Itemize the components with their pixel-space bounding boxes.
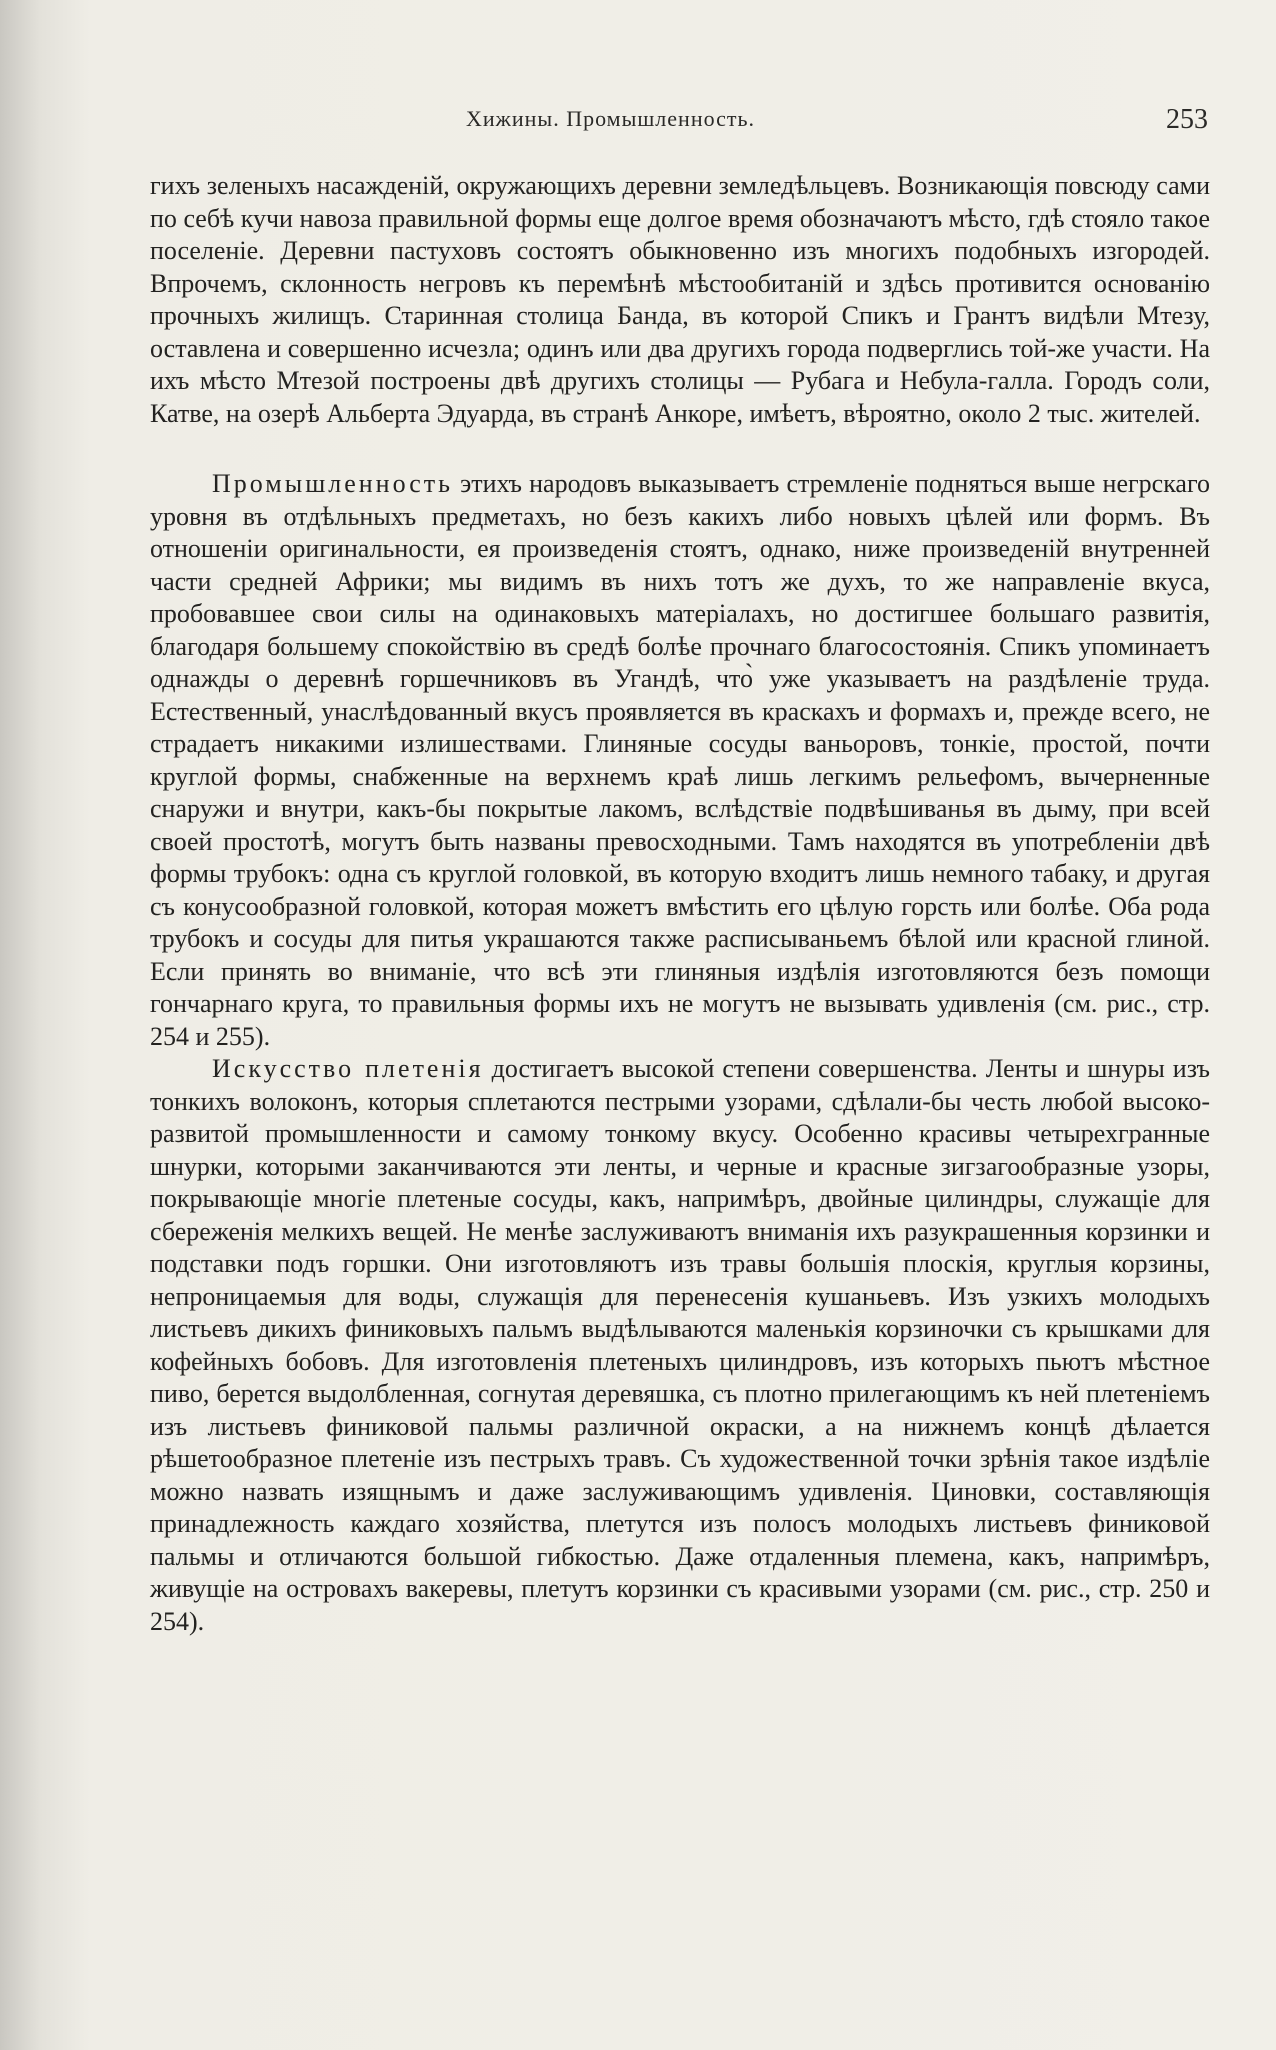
page-number: 253 (1166, 104, 1208, 135)
paragraph-3-text: достигаетъ высокой степени совершенства. Ленты и шнуры изъ тонкихъ волоконъ, которыя сплетаются пестрыми узорами, сдѣлали-бы честь любой высоко-развитой промышленности и самому тонкому вкусу. Особенно красивы четырехгранные шнурки, которыми заканчиваются эти ленты, и черные и красные зигзагообразные узоры, покрывающіе многіе плетеные сосуды, какъ, напримѣръ, двойные цилиндры, служащіе для сбереженія мелкихъ вещей. Не менѣе заслуживаютъ вниманія ихъ разукрашенныя корзинки и подставки подъ горшки. Они изготовляютъ изъ травы большія плоскія, круглыя корзины, непроницаемыя для воды, служащія для перенесенія кушаньевъ. Изъ узкихъ молодыхъ листьевъ дикихъ финиковыхъ пальмъ выдѣлываются маленькія корзиночки съ крышками для кофейныхъ бобовъ. Для изготовленія плетеныхъ цилиндровъ, изъ которыхъ пьютъ мѣстное пиво, берется выдолбленная, согнутая деревяшка, съ плотно прилегающимъ къ ней плетеніемъ изъ листьевъ финиковой пальмы различной окраски, а на нижнемъ концѣ дѣлается рѣшетообразное плетеніе изъ пестрыхъ травъ. Съ художественной точки зрѣнія такое издѣліе можно назвать изящнымъ и даже заслуживающимъ удивленія. Циновки, составляющія принадлежность каждаго хозяйства, плетутся изъ полосъ молодыхъ листьевъ финиковой пальмы и отличаются большой гибкостью. Даже отдаленныя племена, какъ, напримѣръ, живущіе на островахъ вакеревы, плетутъ корзинки съ красивыми узорами (см. рис., стр. 250 и 254). (150, 1054, 1210, 1636)
paragraph-2 (150, 468, 1210, 1053)
paragraph-1 (150, 170, 1210, 430)
paragraph-3 (150, 1053, 1210, 1638)
running-header (0, 102, 1276, 142)
running-title: Хижины. Промышленность. (466, 106, 756, 131)
paragraph-2-lead: Промышленность (212, 469, 453, 498)
paragraph-1-text: гихъ зеленыхъ насажденій, окружающихъ деревни земледѣльцевъ. Возникающія повсюду сами по себѣ кучи навоза правильной формы еще долгое время обозначаютъ мѣсто, гдѣ стояло такое поселеніе. Деревни пастуховъ состоятъ обыкновенно изъ многихъ подобныхъ изгородей. Впрочемъ, склонность негровъ къ перемѣнѣ мѣстообитаній и здѣсь противится основанію прочныхъ жилищъ. Старинная столица Банда, въ которой Спикъ и Грантъ видѣли Мтезу, оставлена и совершенно исчезла; одинъ или два другихъ города подверглись той-же участи. На ихъ мѣсто Мтезой построены двѣ другихъ столицы — Рубага и Небула-галла. Городъ соли, Катве, на озерѣ Альберта Эдуарда, въ странѣ Анкоре, имѣетъ, вѣроятно, около 2 тыс. жителей. (150, 171, 1210, 428)
paragraph-3-lead: Искусство плетенія (212, 1054, 484, 1083)
body-text (150, 170, 1210, 1638)
paragraph-2-text: этихъ народовъ выказываетъ стремленіе подняться выше негрскаго уровня въ отдѣльныхъ предметахъ, но безъ какихъ либо новыхъ цѣлей или формъ. Въ отношеніи оригинальности, ея произведенія стоятъ, однако, ниже произведеній внутренней части средней Африки; мы видимъ въ нихъ тотъ же духъ, то же направленіе вкуса, пробовавшее свои силы на одинаковыхъ матеріалахъ, но достигшее большаго развитія, благодаря большему спокойствію въ средѣ болѣе прочнаго благосостоянія. Спикъ упоминаетъ однажды о деревнѣ горшечниковъ въ Угандѣ, что̀ уже указываетъ на раздѣленіе труда. Естественный, унаслѣдованный вкусъ проявляется въ краскахъ и формахъ и, прежде всего, не страдаетъ никакими излишествами. Глиняные сосуды ваньоровъ, тонкіе, простой, почти круглой формы, снабженные на верхнемъ краѣ лишь легкимъ рельефомъ, вычерненные снаружи и внутри, какъ-бы покрытые лакомъ, вслѣдствіе подвѣшиванья въ дыму, при всей своей простотѣ, могутъ быть названы превосходными. Тамъ находятся въ употребленіи двѣ формы трубокъ: одна съ круглой головкой, въ которую входитъ лишь немного табаку, и другая съ конусообразной головкой, которая можетъ вмѣстить его цѣлую горсть или болѣе. Оба рода трубокъ и сосуды для питья украшаются также расписываньемъ бѣлой или красной глиной. Если принять во вниманіе, что всѣ эти глиняныя издѣлія изготовляются безъ помощи гончарнаго круга, то правильныя формы ихъ не могутъ не вызывать удивленія (см. рис., стр. 254 и 255). (150, 469, 1210, 1051)
